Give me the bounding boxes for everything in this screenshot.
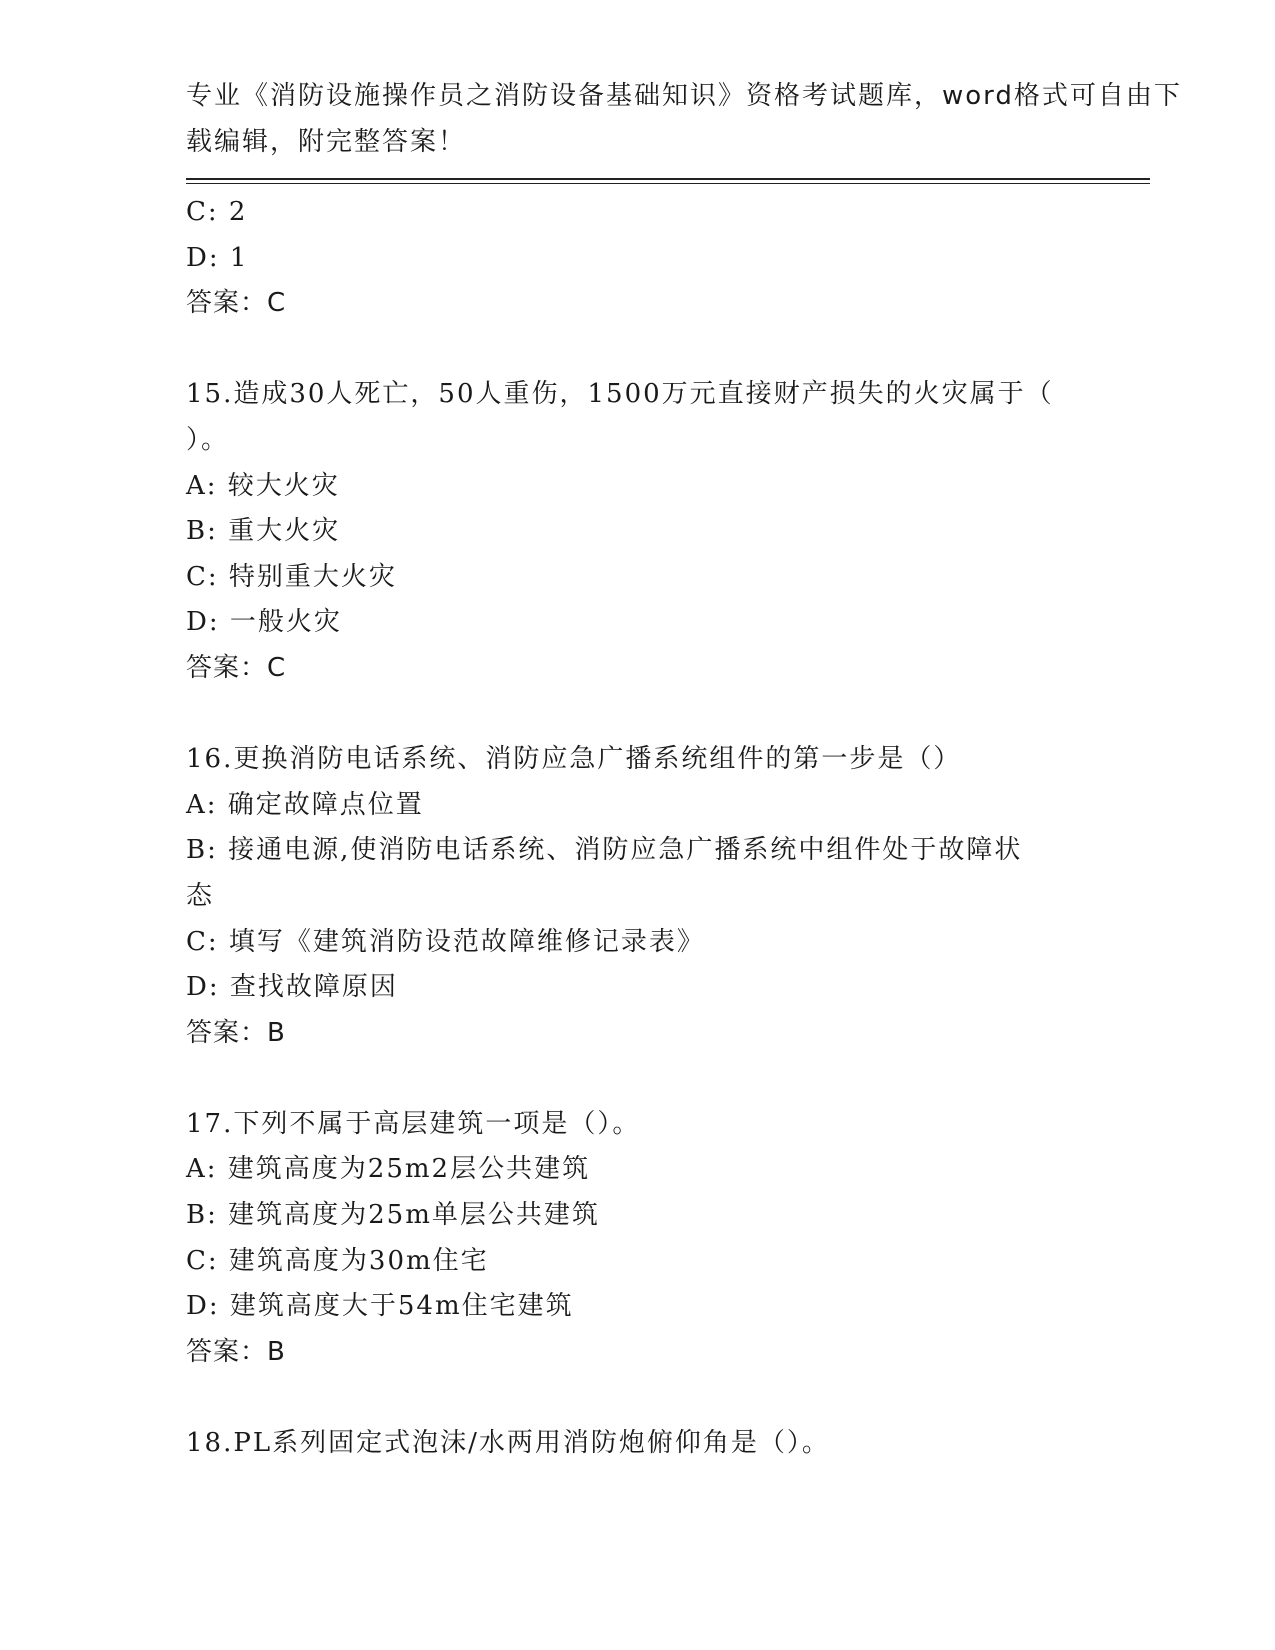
answer: 答案：B — [186, 1017, 286, 1048]
option-b: B: 建筑高度为25m单层公共建筑 — [186, 1200, 600, 1231]
answer: 答案：C — [186, 652, 287, 683]
spacer — [186, 692, 1086, 738]
header-divider-thin — [186, 183, 1150, 184]
question-17 — [186, 1102, 1086, 1376]
question-stem: 18.PL系列固定式泡沫/水两用消防炮俯仰角是（）。 — [186, 1428, 830, 1459]
option-b: B: 重大火灾 — [186, 516, 341, 547]
option-d: D: 查找故障原因 — [186, 972, 398, 1003]
option-c: C: 填写《建筑消防设范故障维修记录表》 — [186, 926, 705, 957]
question-stem-continued: ）。 — [186, 424, 230, 455]
spacer — [186, 1375, 1086, 1421]
header-line-1: 专业《消防设施操作员之消防设备基础知识》资格考试题库，word格式可自由下 — [186, 81, 1182, 111]
option-c: C: 2 — [186, 197, 248, 227]
option-a: A: 较大火灾 — [186, 470, 340, 501]
question-15 — [186, 372, 1086, 691]
header-line-2: 载编辑，附完整答案！ — [186, 126, 467, 157]
option-b-continued: 态 — [186, 880, 215, 911]
answer: 答案：C — [186, 288, 287, 319]
question-stem: 16.更换消防电话系统、消防应急广播系统组件的第一步是（） — [186, 744, 962, 775]
header-divider-thick — [186, 178, 1150, 180]
option-a: A: 确定故障点位置 — [186, 789, 424, 820]
option-c: C: 特别重大火灾 — [186, 561, 397, 592]
spacer — [186, 1056, 1086, 1102]
question-16 — [186, 737, 1086, 1056]
question-18 — [186, 1421, 1086, 1467]
option-d: D: 1 — [186, 242, 249, 273]
question-list — [186, 190, 1086, 1467]
option-d: D: 建筑高度大于54m住宅建筑 — [186, 1291, 574, 1322]
previous-question-tail — [186, 190, 1086, 327]
option-b: B: 接通电源,使消防电话系统、消防应急广播系统中组件处于故障状 — [186, 835, 1023, 866]
option-c: C: 建筑高度为30m住宅 — [186, 1245, 489, 1276]
answer: 答案：B — [186, 1336, 286, 1367]
option-d: D: 一般火灾 — [186, 607, 342, 638]
spacer — [186, 327, 1086, 373]
option-a: A: 建筑高度为25m2层公共建筑 — [186, 1154, 591, 1185]
question-stem: 17.下列不属于高层建筑一项是（）。 — [186, 1108, 641, 1139]
document-header — [186, 74, 1182, 165]
question-stem: 15.造成30人死亡，50人重伤，1500万元直接财产损失的火灾属于（ — [186, 379, 1054, 410]
